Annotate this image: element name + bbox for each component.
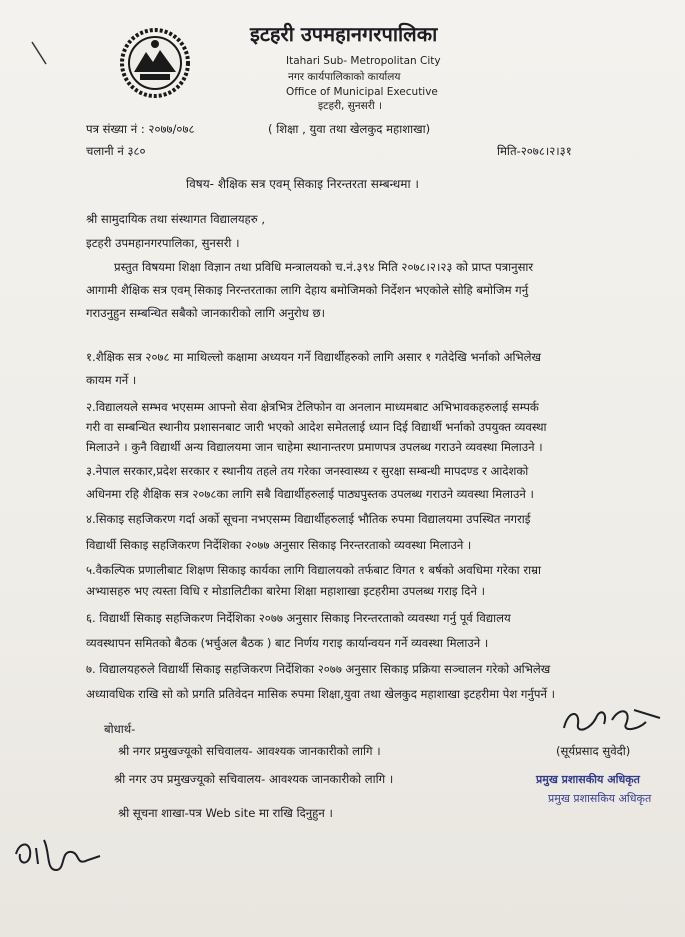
point-line-4: गरी वा सम्बन्धित स्थानीय प्रशासनबाट जारी भएको आदेश समेतलाई ध्यान दिई विद्यार्थी भर्नाको उपयुक्त व्यवस्था bbox=[86, 420, 547, 434]
point-line-7: अधिनमा रहि शैक्षिक सत्र २०७८का लागि सबै विद्यार्थीहरुलाई पाठ्यपुस्तक उपलब्ध गराउने व्यवस्था मिलाउने । bbox=[86, 487, 534, 501]
office-line: नगर कार्यपालिकाको कार्यालय bbox=[288, 71, 401, 83]
recipient-line-2: इटहरी उपमहानगरपालिका, सुनसरी । bbox=[86, 236, 240, 250]
letter-date: मिति-२०७८।२।३१ bbox=[497, 144, 572, 158]
office-name-en: Itahari Sub- Metropolitan City bbox=[286, 55, 441, 67]
reference-number: पत्र संख्या नं : २०७७/०७८ bbox=[86, 122, 195, 136]
office-name: इटहरी उपमहानगरपालिका bbox=[250, 22, 438, 46]
branch-name: ( शिक्षा , युवा तथा खेलकुद महाशाखा) bbox=[268, 122, 431, 136]
point-line-1: १.शैक्षिक सत्र २०७८ मा माथिल्लो कक्षामा अध्ययन गर्ने विद्यार्थीहरुको लागि असार १ गतेदेखि भर्नाको अभिलेख bbox=[86, 350, 542, 364]
signatory-name: (सूर्यप्रसाद सुवेदी) bbox=[556, 744, 631, 758]
point-line-5: मिलाउने । कुनै विद्यार्थी अन्य विद्यालयमा जान चाहेमा स्थानान्तरण प्रमाणपत्र उपलब्ध गराउने व्यवस्था मिलाउने । bbox=[86, 440, 543, 454]
point-line-2: कायम गर्ने । bbox=[86, 373, 137, 387]
subject-line: विषय- शैक्षिक सत्र एवम् सिकाइ निरन्तरता सम्बन्धमा । bbox=[186, 177, 419, 191]
cc-item-1: श्री नगर प्रमुखज्यूको सचिवालय- आवश्यक जानकारीको लागि । bbox=[118, 744, 381, 758]
municipality-emblem bbox=[120, 28, 190, 98]
point-line-3: २.विद्यालयले सम्भव भएसम्म आफ्नो सेवा क्षेत्रभित्र टेलिफोन वा अनलान माध्यमबाट अभिभावकहरुलाई सम्पर्क bbox=[86, 400, 539, 414]
dispatch-number: चलानी नं ३८० bbox=[86, 144, 146, 158]
point-line-9: विद्यार्थी सिकाइ सहजिकरण निर्देशिका २०७७ अनुसार सिकाइ निरन्तरताको व्यवस्था मिलाउने । bbox=[86, 538, 472, 552]
intro-line-2: आगामी शैक्षिक सत्र एवम् सिकाइ निरन्तरताका लागि देहाय बमोजिमको निर्देशन भएकोले सोहि बमोजिम गर्नु bbox=[86, 283, 529, 297]
signature-mark bbox=[556, 700, 666, 740]
intro-line-3: गराउनुहुन सम्बन्धित सबैको जानकारीको लागि अनुरोध छ। bbox=[86, 306, 325, 320]
point-line-13: व्यवस्थापन समितको बैठक (भर्चुअल बैठक ) बाट निर्णय गराइ कार्यान्वयन गर्ने व्यवस्था मिलाउने । bbox=[86, 636, 489, 650]
office-address: इटहरी, सुनसरी । bbox=[318, 100, 383, 112]
intro-line-1: प्रस्तुत विषयमा शिक्षा विज्ञान तथा प्रविधि मन्त्रालयको च.नं.३९४ मिति २०७८।२।२३ को प्राप्त पत्रानुसार bbox=[114, 260, 534, 274]
designation-stamp-2: प्रमुख प्रशासकिय अधिकृत bbox=[548, 792, 652, 805]
cc-item-2: श्री नगर उप प्रमुखज्यूको सचिवालय- आवश्यक जानकारीको लागि । bbox=[114, 772, 394, 786]
cc-item-3: श्री सूचना शाखा-पत्र Web site मा राखि दिनुहुन । bbox=[118, 806, 333, 820]
point-line-12: ६. विद्यार्थी सिकाइ सहजिकरण निर्देशिका २०७७ अनुसार सिकाइ निरन्तरताको व्यवस्था गर्नु पूर्व विद्यालय bbox=[86, 611, 511, 625]
margin-handwriting-mark bbox=[10, 830, 105, 885]
office-line-en: Office of Municipal Executive bbox=[286, 86, 438, 98]
point-line-15: अध्यावधिक राखि सो को प्रगति प्रतिवेदन मासिक रुपमा शिक्षा,युवा तथा खेलकुद महाशाखा इटहरीमा पेश गर्नुपर्ने । bbox=[86, 687, 555, 701]
cc-heading: बोधार्थ- bbox=[104, 722, 136, 736]
point-line-14: ७. विद्यालयहरुले विद्यार्थी सिकाइ सहजिकरण निर्देशिका २०७७ अनुसार सिकाइ प्रक्रिया सञ्चालन गरेको अभिलेख bbox=[86, 662, 551, 676]
corner-pen-mark bbox=[30, 38, 50, 68]
point-line-10: ५.वैकल्पिक प्रणालीबाट शिक्षण सिकाइ कार्यका लागि विद्यालयको तर्फबाट विगत १ बर्षको अवधिमा गरेका राम्रा bbox=[86, 563, 542, 577]
recipient-line-1: श्री सामुदायिक तथा संस्थागत विद्यालयहरु , bbox=[86, 212, 265, 226]
designation-stamp-1: प्रमुख प्रशासकीय अधिकृत bbox=[536, 773, 640, 786]
point-line-8: ४.सिकाइ सहजिकरण गर्दा अर्को सूचना नभएसम्म विद्यार्थीहरुलाई भौतिक रुपमा विद्यालयमा उपस्थित नगराई bbox=[86, 512, 531, 526]
point-line-11: अभ्यासहरु भए त्यस्ता विधि र मोडालिटीका बारेमा शिक्षा महाशाखा इटहरीमा उपलब्ध गराइ दिने । bbox=[86, 584, 485, 598]
point-line-6: ३.नेपाल सरकार,प्रदेश सरकार र स्थानीय तहले तय गरेका जनस्वास्थ्य र सुरक्षा सम्बन्धी मापदण्ड र आदेशको bbox=[86, 464, 529, 478]
